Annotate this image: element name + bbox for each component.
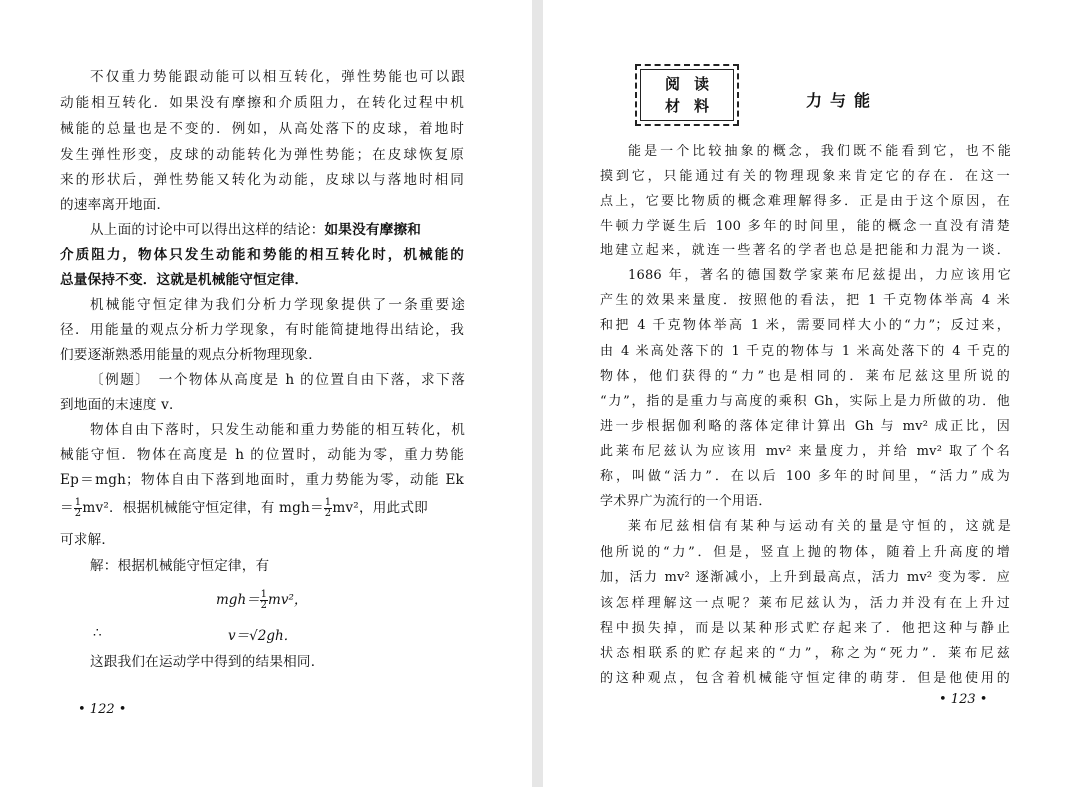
text-line: 加，活力 mv² 逐渐减小，上升到最高点，活力 mv² 变为零．应 [600,570,1010,585]
section-title: 力与能 [806,91,879,110]
fraction [260,590,268,611]
text-line: 地建立起来，就连一些著名的学者也总是把能和力混为一谈． [600,243,1010,258]
text-line: 物体，他们获得的“力”也是相同的．莱布尼兹这里所说的 [600,369,1010,384]
text-line-bold: 介质阻力，物体只发生动能和势能的相互转化时，机械能的 [60,247,464,263]
formula-velocity: v＝√2gh． [228,628,298,644]
fraction-denominator: 2 [260,600,268,611]
badge-line: 材料 [664,97,723,115]
text-line-bold: 总量保持不变．这就是机械能守恒定律． [60,272,309,288]
text-line: 该怎样理解这一点呢？莱布尼兹认为，活力并没有在上升过 [600,596,1010,611]
text-line: 们要逐渐熟悉用能量的观点分析物理现象． [60,347,323,363]
text-line: 械能守恒．物体在高度是 h 的位置时，动能为零，重力势能 [60,447,464,463]
page-gutter [532,0,543,787]
left-page [0,0,532,787]
reading-material-badge [635,64,739,126]
text-span: 从上面的讨论中可以得出这样的结论： [90,222,325,238]
text-line: Ep＝mgh；物体自由下落到地面时，重力势能为零，动能 Ek [60,472,464,488]
text-line: 牛顿力学诞生后 100 多年的时间里，能的概念一直没有清楚 [600,219,1010,234]
solution-line: 解：根据机械能守恒定律，有 [90,558,270,574]
example-line: 〔例题〕 一个物体从高度是 h 的位置自由下落，求下落 [90,372,465,388]
text-line: 摸到它，只能通过有关的物理现象来肯定它的存在．在这一 [600,169,1010,184]
text-line: 由 4 米高处落下的 1 千克的物体与 1 米高处落下的 4 千克的 [600,344,1010,359]
text-line: 的速率离开地面． [60,197,171,213]
bold-span: 如果没有摩擦和 [324,222,422,238]
text-line: 程中损失掉，而是以某种形式贮存起来了．他把这种与静止 [600,621,1010,636]
formula-energy [216,588,307,611]
right-page [543,0,1080,787]
text-line: 物体自由下落时，只发生动能和重力势能的相互转化，机 [90,422,465,438]
text-line: 进一步根据伽利略的落体定律计算出 Gh 与 mv² 成正比，因 [600,419,1010,434]
text-line: 学术界广为流行的一个用语． [600,494,772,509]
fraction-numerator: 1 [74,497,82,508]
text-line: 称，叫做“活力”．在以后 100 多年的时间里，“活力”成为 [600,469,1010,484]
text-line: 状态相联系的贮存起来的“力”，称之为“死力”．莱布尼兹 [600,646,1010,661]
conclusion-line [90,220,465,240]
text-line: 机械能守恒定律为我们分析力学现象提供了一条重要途 [90,297,465,313]
text-line: 发生弹性形变，皮球的动能转化为弹性势能；在皮球恢复原 [60,147,464,163]
text-line: 来的形状后，弹性势能又转化为动能，皮球以与落地时相同 [60,172,464,188]
page-number: • 122 • [78,702,127,717]
text-line: 此莱布尼兹认为应该用 mv² 来量度力，并给 mv² 取了个名 [600,444,1010,459]
text-line: “力”，指的是重力与高度的乘积 Gh，实际上是力所做的功．他 [600,394,1010,409]
fraction-denominator: 2 [74,508,82,519]
text-line: 点上，它要比物质的概念难理解得多．正是由于这个原因，在 [600,194,1010,209]
therefore-symbol: ∴ [93,625,102,641]
text-line: 径．用能量的观点分析力学现象，有时能简捷地得出结论，我 [60,322,464,338]
text-line: 可求解． [60,532,116,548]
text-line: 莱布尼兹相信有某种与运动有关的量是守恒的，这就是 [628,519,1011,534]
text-line: 能是一个比较抽象的概念，我们既不能看到它，也不能 [628,144,1011,159]
fraction-numerator: 1 [324,497,332,508]
text-line: 这跟我们在运动学中得到的结果相同． [90,654,325,670]
formula-right: mv²， [268,592,308,608]
text-line: 产生的效果来量度．按照他的看法，把 1 千克物体举高 4 米 [600,293,1010,308]
text-line: 械能的总量也是不变的．例如，从高处落下的皮球，着地时 [60,121,464,137]
text-line: 和把 4 千克物体举高 1 米，需要同样大小的“力”；反过来， [600,318,1010,333]
text-line: 不仅重力势能跟动能可以相互转化，弹性势能也可以跟 [90,69,465,85]
text-line: 的这种观点，包含着机械能守恒定律的萌芽．但是他使用的 [600,671,1010,686]
equals-sign: ＝ [60,500,74,516]
page-number: • 123 • [939,692,988,707]
text-line: 到地面的末速度 v． [60,397,183,413]
formula-left: mgh＝ [216,592,260,608]
text-line: 他所说的“力”．但是，竖直上抛的物体，随着上升高度的增 [600,545,1010,560]
text-line: 1686 年，著名的德国数学家莱布尼兹提出，力应该用它 [628,268,1011,283]
badge-line: 阅读 [664,75,723,93]
fraction-numerator: 1 [260,589,268,600]
text-span: mv²，用此式即 [332,500,428,516]
text-line: 动能相互转化．如果没有摩擦和介质阻力，在转化过程中机 [60,95,464,111]
text-span: mv²．根据机械能守恒定律，有 mgh＝ [82,500,324,516]
fraction-denominator: 2 [324,508,332,519]
equation-line [60,498,464,519]
